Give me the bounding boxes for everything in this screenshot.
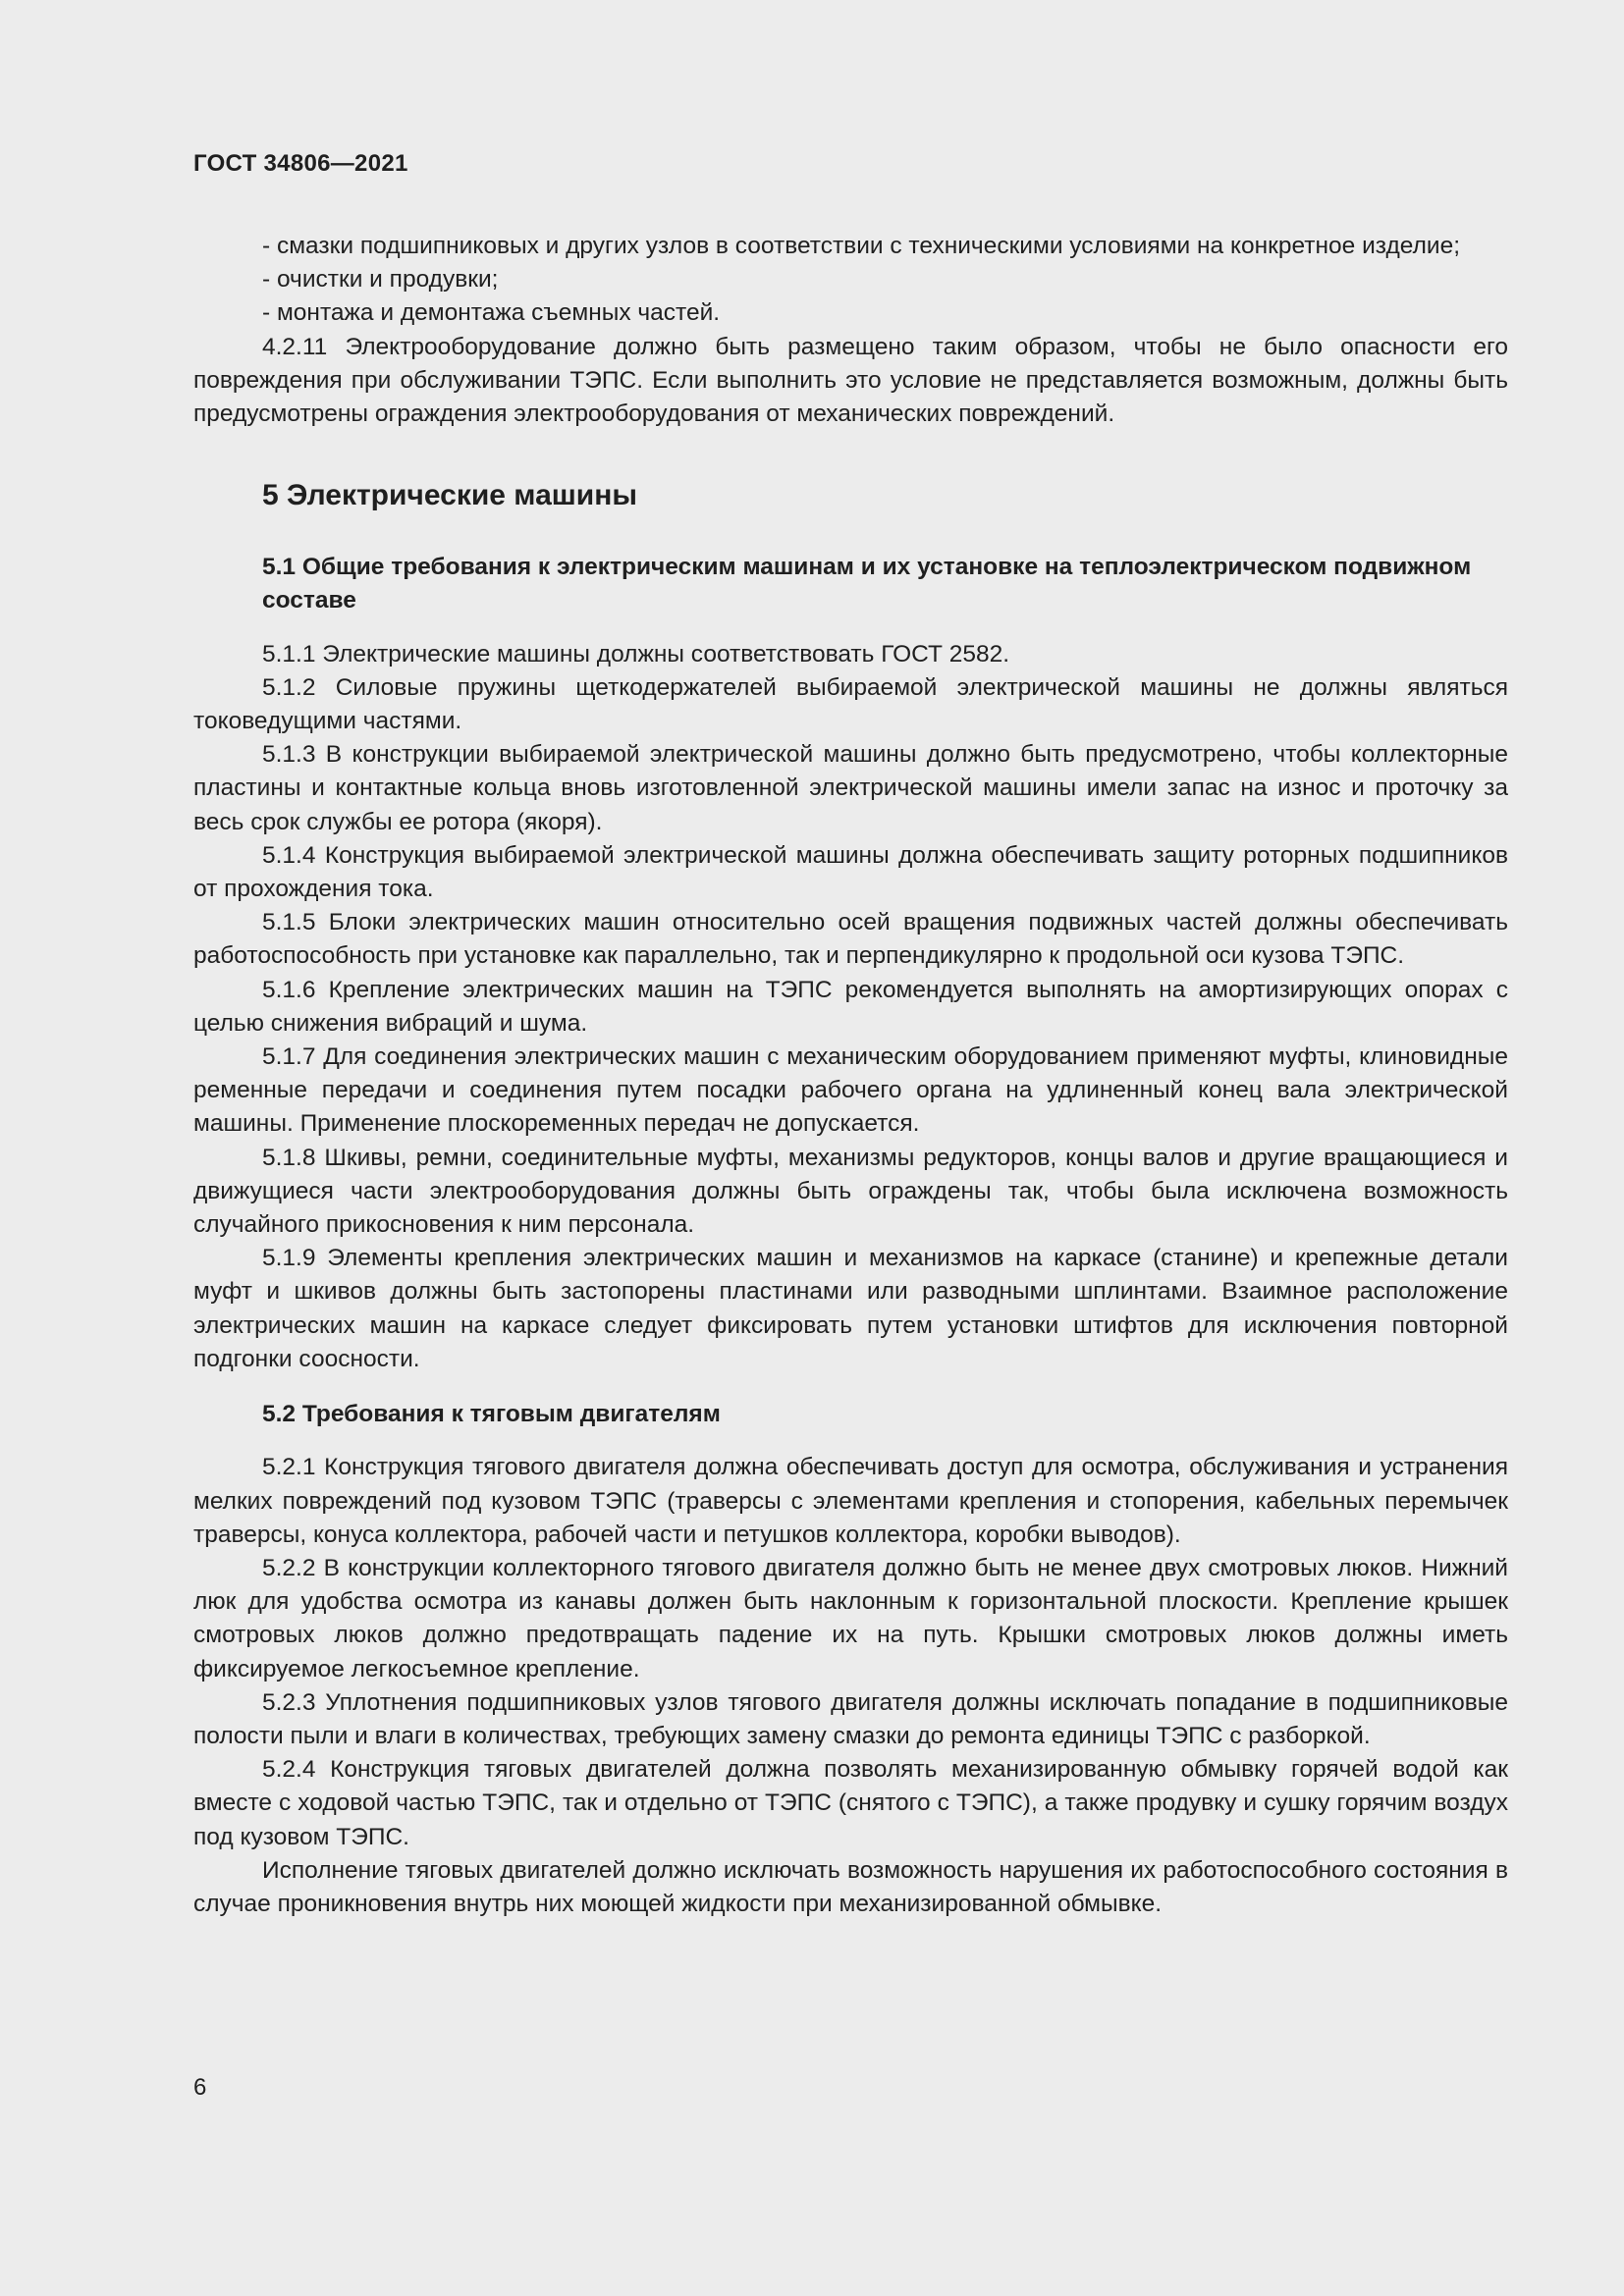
clause-5-1-8: 5.1.8 Шкивы, ремни, соединительные муфты, механизмы редукторов, концы валов и другие вращающиеся и движущиеся части электрооборудования должны быть ограждены так, чтобы была исключена возможность случайного прикосновения к ним персонала.	[193, 1144, 1508, 1239]
intro-paragraph-3: - монтажа и демонтажа съемных частей.	[262, 299, 721, 327]
clause-5-2-3: 5.2.3 Уплотнения подшипниковых узлов тягового двигателя должны исключать попадание в подшипниковые полости пыли и влаги в количествах, требующих замену смазки до ремонта единицы ТЭПС с разборкой.	[193, 1688, 1508, 1749]
section-5-heading: 5 Электрические машины	[262, 479, 637, 512]
clause-5-1-5: 5.1.5 Блоки электрических машин относительно осей вращения подвижных частей должны обеспечивать работоспособность при установке как параллельно, так и перпендикулярно к продольной оси кузова ТЭПС.	[193, 909, 1508, 970]
clause-5-1-3: 5.1.3 В конструкции выбираемой электрической машины должно быть предусмотрено, чтобы коллекторные пластины и контактные кольца вновь изготовленной электрической машины имели запас на износ и проточку за весь срок службы ее ротора (якоря).	[193, 741, 1508, 835]
intro-paragraph-1: - смазки подшипниковых и других узлов в соответствии с техническими условиями на конкретное изделие;	[262, 233, 1461, 259]
intro-paragraph-2: - очистки и продувки;	[262, 266, 499, 294]
subsection-5-1-heading: 5.1 Общие требования к электрическим машинам и их установке на теплоэлектрическом подвижном составе	[262, 554, 1472, 614]
document-code-header: ГОСТ 34806—2021	[193, 150, 408, 177]
clause-5-2-4: 5.2.4 Конструкция тяговых двигателей должна позволять механизированную обмывку горячей водой как вместе с ходовой частью ТЭПС, так и отдельно от ТЭПС (снятого с ТЭПС), а также продувку и сушку горячим воздух под кузовом ТЭПС.	[193, 1756, 1508, 1850]
clause-5-2-2: 5.2.2 В конструкции коллекторного тягового двигателя должно быть не менее двух смотровых люков. Нижний люк для удобства осмотра из канавы должен быть наклонным к горизонтальной плоскости. Крепление крышек смотровых люков должно предотвращать падение их на путь. Крышки смотровых люков должны иметь фиксируемое легкосъемное крепление.	[193, 1554, 1508, 1682]
intro-paragraph-4: 4.2.11 Электрооборудование должно быть размещено таким образом, чтобы не было опасности его повреждения при обслуживании ТЭПС. Если выполнить это условие не представляется возможным, должны быть предусмотрены ограждения электрооборудования от механических повреждений.	[193, 333, 1508, 428]
clause-5-1-1: 5.1.1 Электрические машины должны соответствовать ГОСТ 2582.	[262, 640, 1010, 667]
clause-5-1-2: 5.1.2 Силовые пружины щеткодержателей выбираемой электрической машины не должны являться токоведущими частями.	[193, 673, 1508, 735]
clause-5-1-9: 5.1.9 Элементы крепления электрических машин и механизмов на каркасе (станине) и крепежные детали муфт и шкивов должны быть застопорены пластинами или разводными шплинтами. Взаимное расположение электрических машин на каркасе следует фиксировать путем установки штифтов для исключения повторной подгонки соосности.	[193, 1245, 1508, 1372]
clause-5-1-4: 5.1.4 Конструкция выбираемой электрической машины должна обеспечивать защиту роторных подшипников от прохождения тока.	[193, 841, 1508, 903]
clause-5-2-4-continuation: Исполнение тяговых двигателей должно исключать возможность нарушения их работоспособного состояния в случае проникновения внутрь них моющей жидкости при механизированной обмывке.	[193, 1856, 1508, 1917]
clause-5-1-6: 5.1.6 Крепление электрических машин на ТЭПС рекомендуется выполнять на амортизирующих опорах с целью снижения вибраций и шума.	[193, 976, 1508, 1037]
clause-5-2-1: 5.2.1 Конструкция тягового двигателя должна обеспечивать доступ для осмотра, обслуживания и устранения мелких повреждений под кузовом ТЭПС (траверсы с элементами крепления и стопорения, кабельных перемычек траверсы, конуса коллектора, рабочей части и петушков коллектора, коробки выводов).	[193, 1454, 1508, 1548]
clause-5-1-7: 5.1.7 Для соединения электрических машин с механическим оборудованием применяют муфты, клиновидные ременные передачи и соединения путем посадки рабочего органа на удлиненный конец вала электрической машины. Применение плоскоременных передач не допускается.	[193, 1043, 1508, 1138]
subsection-5-2-heading: 5.2 Требования к тяговым двигателям	[262, 1401, 721, 1428]
page-number: 6	[193, 2074, 207, 2101]
